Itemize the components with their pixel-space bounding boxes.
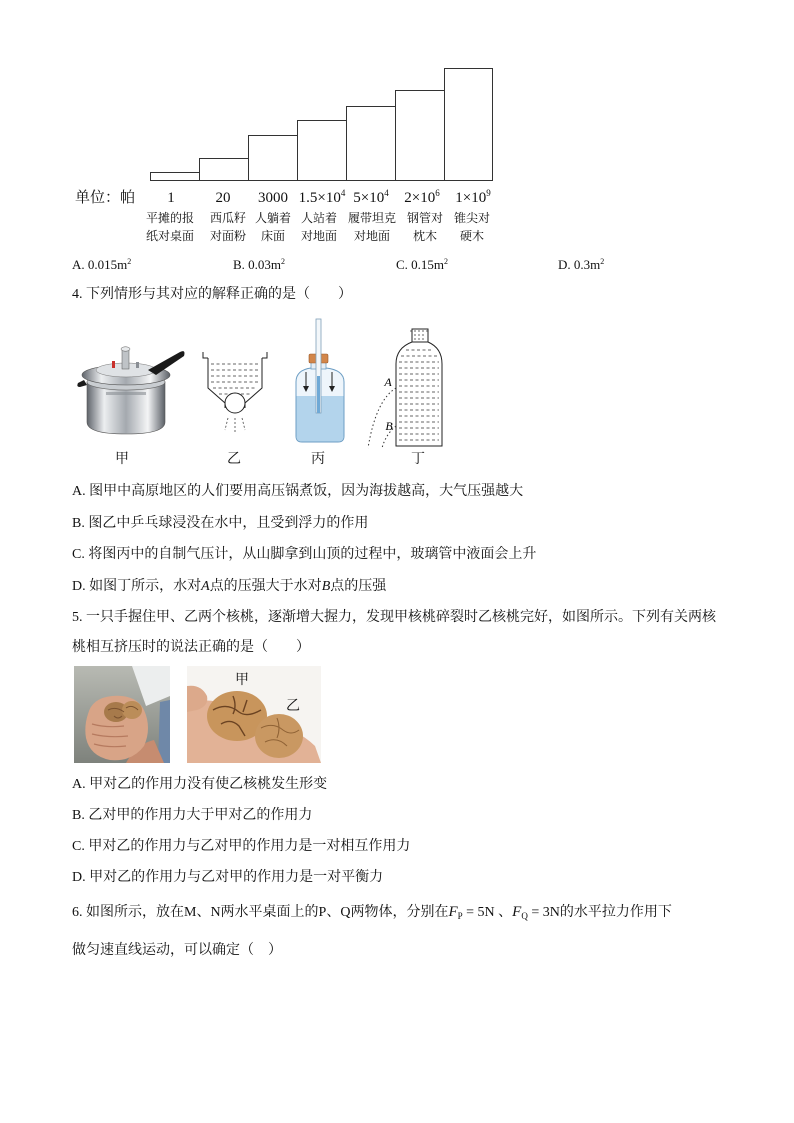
bar-2 xyxy=(200,159,249,181)
value-label-4: $1.5\times 10^4$ xyxy=(298,188,346,206)
bar-5 xyxy=(347,107,396,181)
bar-1 xyxy=(151,173,200,181)
walnut-grip-photo xyxy=(74,666,170,763)
q4-option-d-prefix: D. 如图丁所示，水对 xyxy=(72,579,202,594)
q4-option-c: C. 将图丙中的自制气压计，从山脚拿到山顶的过程中，玻璃管中液面会上升 xyxy=(72,547,537,562)
walnut-palm-photo xyxy=(187,666,321,763)
q5-stem-line-2: 桃相互挤压时的说法正确的是（ ） xyxy=(72,640,310,655)
q3-option-d: D. $0.3m^2$ xyxy=(558,257,605,272)
pressure-chart xyxy=(140,60,500,185)
value-label-1: 1 xyxy=(167,190,175,206)
q4-option-a: A. 图甲中高原地区的人们要用高压锅煮饭，因为海拔越高，大气压强越大 xyxy=(72,484,524,499)
bar-3 xyxy=(249,136,298,181)
q4-stem: 4. 下列情形与其对应的解释正确的是（ ） xyxy=(72,287,352,302)
value-label-2: 20 xyxy=(215,190,231,206)
force-q-value: = 3N xyxy=(527,905,560,920)
category-label-7-line-2: 硬木 xyxy=(459,229,484,243)
category-label-3-line-1: 人躺着 xyxy=(254,211,291,225)
q6-stem-line-2: 做匀速直线运动，可以确定（ ） xyxy=(72,943,282,958)
ping-pong-container-figure xyxy=(200,350,270,436)
q6-stem-line-1 xyxy=(72,903,672,922)
photo-label-yi: 乙 xyxy=(286,699,300,714)
q4-option-d xyxy=(72,578,386,596)
category-label-3-line-2: 床面 xyxy=(260,229,285,243)
force-p-formula xyxy=(448,905,494,920)
category-label-1-line-1: 平摊的报 xyxy=(145,211,194,225)
photo-label-jia: 甲 xyxy=(235,673,249,688)
value-label-6: $2\times 10^6$ xyxy=(404,188,440,206)
figure-label-bing: 丙 xyxy=(311,452,325,467)
q4-option-d-middle: 点的压强大于水对 xyxy=(209,579,322,594)
point-a-label: A xyxy=(384,375,392,389)
q5-option-b: B. 乙对甲的作用力大于甲对乙的作用力 xyxy=(72,808,313,823)
figure-label-yi: 乙 xyxy=(227,452,241,467)
value-label-7: $1\times 10^9$ xyxy=(455,188,491,206)
force-q-symbol: F xyxy=(512,904,522,920)
q5-option-d: D. 甲对乙的作用力与乙对甲的作用力是一对平衡力 xyxy=(72,870,384,885)
value-label-3: 3000 xyxy=(258,190,288,206)
q5-stem-line-1: 5. 一只手握住甲、乙两个核桃，逐渐增大握力，发现甲核桃碎裂时乙核桃完好，如图所示。下列有关两核 xyxy=(72,610,716,625)
category-label-5-line-2: 对地面 xyxy=(353,229,390,243)
q4-option-d-suffix: 点的压强 xyxy=(330,579,387,594)
category-label-2-line-2: 对面粉 xyxy=(209,229,246,243)
category-label-6-line-1: 钢管对 xyxy=(406,211,443,225)
force-p-value: = 5N xyxy=(462,905,495,920)
water-bottle-holes-figure xyxy=(362,326,446,450)
value-label-5: $5\times 10^4$ xyxy=(353,188,389,206)
category-label-1-line-2: 纸对桌面 xyxy=(145,229,194,243)
category-label-6-line-2: 枕木 xyxy=(412,229,437,243)
q3-option-a: A. $0.015m^2$ xyxy=(72,257,132,272)
q6-stem-end: 的水平拉力作用下 xyxy=(559,905,672,920)
force-q-subscript: Q xyxy=(521,911,528,921)
barometer-bottle-figure xyxy=(290,316,350,446)
force-q-formula xyxy=(512,905,560,920)
force-p-subscript: P xyxy=(457,911,463,921)
pressure-cooker-figure xyxy=(76,340,186,440)
category-label-5-line-1: 履带坦克 xyxy=(347,211,396,225)
category-label-4-line-1: 人站着 xyxy=(300,211,337,225)
force-p-symbol: F xyxy=(448,904,458,920)
category-label-4-line-2: 对地面 xyxy=(300,229,337,243)
q5-option-c: C. 甲对乙的作用力与乙对甲的作用力是一对相互作用力 xyxy=(72,839,411,854)
category-label-2-line-1: 西瓜籽 xyxy=(209,211,246,225)
bar-4 xyxy=(298,121,347,181)
q4-option-b: B. 图乙中乒乓球浸没在水中，且受到浮力的作用 xyxy=(72,516,369,531)
figure-label-jia: 甲 xyxy=(115,452,129,467)
bar-6 xyxy=(396,91,445,181)
q4-option-d-point-a: A xyxy=(201,579,210,594)
category-label-7-line-1: 锥尖对 xyxy=(453,211,490,225)
q5-option-a: A. 甲对乙的作用力没有使乙核桃发生形变 xyxy=(72,777,328,792)
q3-option-b: B. $0.03m^2$ xyxy=(233,257,286,272)
figure-label-ding: 丁 xyxy=(411,452,425,467)
q6-stem-start: 6. 如图所示，放在M、N两水平桌面上的P、Q两物体，分别在 xyxy=(72,905,449,920)
q3-option-c: C. $0.15m^2$ xyxy=(396,257,449,272)
q6-separator: 、 xyxy=(494,905,513,920)
q4-option-d-point-b: B xyxy=(321,579,331,594)
bar-7 xyxy=(445,69,493,181)
chart-unit-label: 单位：帕 xyxy=(75,190,136,206)
point-b-label: B xyxy=(385,419,393,433)
